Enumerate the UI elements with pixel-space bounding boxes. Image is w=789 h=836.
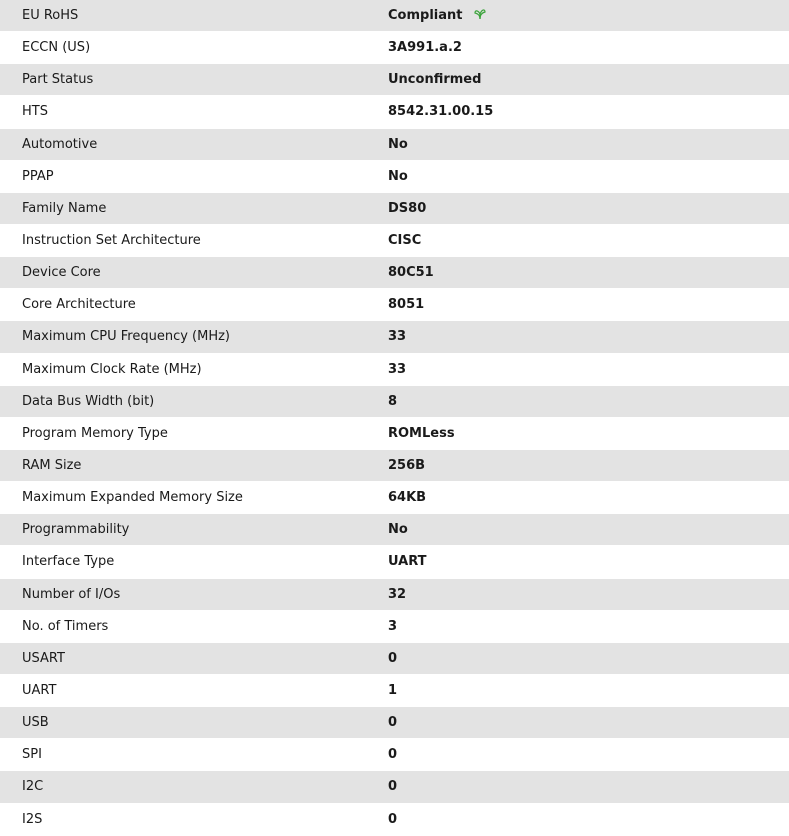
spec-row: [0, 257, 789, 289]
spec-value-text: 3: [388, 618, 398, 634]
spec-value: [388, 353, 789, 385]
spec-label: PPAP: [0, 160, 388, 192]
spec-value-text: 256B: [388, 458, 426, 474]
spec-row: [0, 578, 789, 610]
spec-value-text: Compliant: [388, 8, 463, 24]
spec-value: [388, 128, 789, 160]
spec-row: [0, 192, 789, 224]
spec-value-text: 64KB: [388, 490, 427, 506]
spec-label: Number of I/Os: [0, 578, 388, 610]
spec-value-text: 0: [388, 747, 398, 763]
spec-value: [388, 707, 789, 739]
spec-value-text: 0: [388, 715, 398, 731]
spec-value-text: 0: [388, 811, 398, 827]
spec-value-text: Unconfirmed: [388, 72, 482, 88]
spec-value: [388, 257, 789, 289]
spec-row: [0, 803, 789, 835]
spec-value-text: 3A991.a.2: [388, 40, 462, 56]
spec-value-text: 32: [388, 586, 407, 602]
spec-value-text: ROMLess: [388, 425, 455, 441]
spec-row: [0, 482, 789, 514]
spec-value-text: 1: [388, 683, 398, 699]
spec-row: [0, 385, 789, 417]
spec-row: [0, 771, 789, 803]
spec-value-text: No: [388, 522, 408, 538]
spec-value: [388, 160, 789, 192]
spec-row: [0, 224, 789, 256]
spec-value-text: No: [388, 168, 408, 184]
spec-value: [388, 321, 789, 353]
spec-row: [0, 642, 789, 674]
spec-value: [388, 674, 789, 706]
spec-label: RAM Size: [0, 449, 388, 481]
spec-label: EU RoHS: [0, 0, 388, 32]
spec-row: [0, 610, 789, 642]
spec-value-text: 0: [388, 650, 398, 666]
leaf-icon: [473, 8, 487, 20]
spec-label: SPI: [0, 739, 388, 771]
spec-label: Family Name: [0, 192, 388, 224]
spec-row: [0, 64, 789, 96]
spec-label: Interface Type: [0, 546, 388, 578]
spec-label: Instruction Set Architecture: [0, 224, 388, 256]
spec-value: [388, 449, 789, 481]
spec-label: USART: [0, 642, 388, 674]
spec-label: Core Architecture: [0, 289, 388, 321]
spec-label: Maximum CPU Frequency (MHz): [0, 321, 388, 353]
spec-label: Automotive: [0, 128, 388, 160]
spec-row: [0, 417, 789, 449]
spec-label: I2C: [0, 771, 388, 803]
spec-value: [388, 96, 789, 128]
spec-value-text: 0: [388, 779, 398, 795]
spec-label: Programmability: [0, 514, 388, 546]
spec-row: [0, 449, 789, 481]
spec-value: [388, 771, 789, 803]
spec-row: [0, 674, 789, 706]
spec-label: Device Core: [0, 257, 388, 289]
spec-value-text: 33: [388, 329, 407, 345]
spec-row: [0, 739, 789, 771]
spec-value: [388, 0, 789, 32]
spec-label: No. of Timers: [0, 610, 388, 642]
spec-value: [388, 289, 789, 321]
spec-row: [0, 514, 789, 546]
spec-row: [0, 96, 789, 128]
spec-row: [0, 0, 789, 32]
spec-row: [0, 128, 789, 160]
spec-value: [388, 546, 789, 578]
spec-value: [388, 514, 789, 546]
spec-value-text: 33: [388, 361, 407, 377]
spec-value: [388, 64, 789, 96]
spec-value: [388, 739, 789, 771]
spec-label: Program Memory Type: [0, 417, 388, 449]
spec-value: [388, 417, 789, 449]
spec-label: UART: [0, 674, 388, 706]
spec-value: [388, 578, 789, 610]
spec-value-text: No: [388, 136, 408, 152]
spec-label: I2S: [0, 803, 388, 835]
spec-value: [388, 482, 789, 514]
spec-row: [0, 160, 789, 192]
spec-value-text: 8: [388, 393, 398, 409]
spec-value: [388, 224, 789, 256]
spec-value: [388, 610, 789, 642]
spec-value: [388, 803, 789, 835]
spec-value-text: DS80: [388, 200, 427, 216]
spec-value: [388, 642, 789, 674]
spec-value-text: 80C51: [388, 265, 434, 281]
spec-value-text: 8542.31.00.15: [388, 104, 494, 120]
spec-value-text: CISC: [388, 233, 422, 249]
spec-value: [388, 32, 789, 64]
spec-row: [0, 289, 789, 321]
spec-row: [0, 707, 789, 739]
spec-value: [388, 385, 789, 417]
spec-label: ECCN (US): [0, 32, 388, 64]
spec-label: Maximum Expanded Memory Size: [0, 482, 388, 514]
spec-row: [0, 546, 789, 578]
spec-label: USB: [0, 707, 388, 739]
spec-value-text: UART: [388, 554, 427, 570]
spec-value-text: 8051: [388, 297, 425, 313]
spec-label: HTS: [0, 96, 388, 128]
spec-label: Part Status: [0, 64, 388, 96]
spec-value: [388, 192, 789, 224]
spec-row: [0, 353, 789, 385]
spec-row: [0, 321, 789, 353]
spec-label: Data Bus Width (bit): [0, 385, 388, 417]
spec-row: [0, 32, 789, 64]
spec-label: Maximum Clock Rate (MHz): [0, 353, 388, 385]
